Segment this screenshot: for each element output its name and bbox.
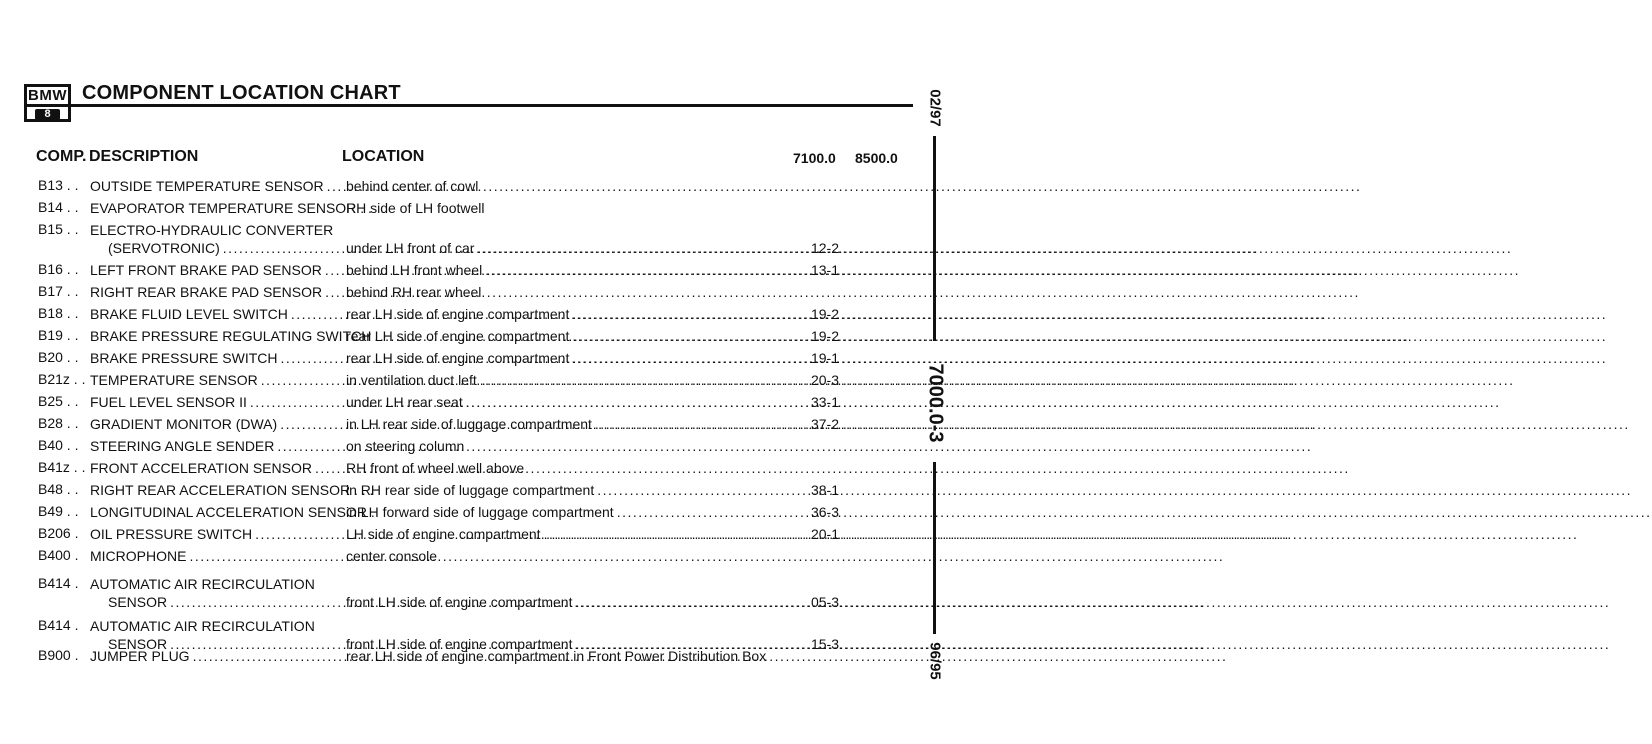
dot-leader [541,525,1579,543]
location-text: front LH side of engine compartment [346,636,573,652]
description-text: BRAKE FLUID LEVEL SWITCH [90,306,288,322]
description-text: ELECTRO-HYDRAULIC CONVERTER [90,222,334,238]
column-header-8500: 8500.0 [855,150,898,166]
description-text: TEMPERATURE SENSOR [90,372,258,388]
diagram-reference: 19-2 [810,306,840,322]
location-text: in LH forward side of luggage compartment [346,504,614,520]
column-header-location: LOCATION [342,148,425,165]
component-description [90,393,334,411]
component-description [90,371,334,389]
location-cell [346,503,792,521]
location-text: in RH rear side of luggage compartment [346,482,595,498]
column-header-description: DESCRIPTION [89,148,199,165]
component-code: B25 . . [38,393,79,409]
logo-series: 8 [35,109,60,120]
location-text: behind RH rear wheel [346,284,482,300]
component-description [90,547,334,565]
component-code: B16 . . [38,261,79,277]
location-text: under LH front of car [346,240,475,256]
component-code: B206 . [38,525,79,541]
location-cell [346,239,792,257]
logo-brand: BMW [28,87,67,104]
dot-leader [477,371,1515,389]
location-cell [346,437,792,455]
location-text: rear LH side of engine compartment [346,350,570,366]
description-text: LONGITUDINAL ACCELERATION SENSOR . [90,504,375,520]
diagram-reference: 19-1 [810,350,840,366]
dot-leader [569,305,1607,323]
dot-leader [482,261,1520,279]
dot-leader [572,593,1610,611]
location-text: behind LH front wheel [346,262,483,278]
location-text: RH front of wheel well above [346,460,525,476]
date-top: 02/97 [926,89,944,127]
diagram-reference: 20-3 [810,372,840,388]
component-description [90,481,374,499]
component-description [90,177,334,195]
component-code: B40 . . [38,437,79,453]
component-code: B900 . [38,647,79,663]
location-text: rear LH side of engine compartment [346,306,570,322]
component-code: B19 . . [38,327,79,343]
component-description [90,437,334,455]
dot-leader [474,239,1512,257]
component-description [90,503,375,521]
component-description [90,459,334,477]
component-code: B414 . [38,575,79,591]
component-description [90,415,334,433]
description-text: RIGHT REAR BRAKE PAD SENSOR [90,284,323,300]
dot-leader [594,481,1632,499]
component-code: B15 . . [38,221,79,237]
component-code: B13 . . [38,177,79,193]
component-code: B400 . [38,547,79,563]
location-cell [346,481,792,499]
location-cell [346,459,792,477]
title-rule [71,104,913,107]
description-text: JUMPER PLUG [90,648,190,664]
location-cell [346,261,792,279]
description-text: GRADIENT MONITOR (DWA) [90,416,278,432]
dot-leader [569,349,1607,367]
column-header-7100: 7100.0 [793,150,836,166]
description-text: STEERING ANGLE SENDER [90,438,275,454]
location-cell [346,327,792,345]
margin-line-bottom [933,462,936,634]
component-description [90,305,334,323]
diagram-reference: 13-1 [810,262,840,278]
dot-leader [569,327,1607,345]
location-cell [346,371,792,389]
location-cell [346,547,792,565]
component-description [90,221,334,257]
component-description [90,199,372,217]
description-text: OIL PRESSURE SWITCH [90,526,253,542]
location-text: RH side of LH footwell [346,200,485,216]
location-text: front LH side of engine compartment [346,594,573,610]
component-code: B41z . . [38,459,86,475]
description-text: SENSOR [108,594,168,610]
component-code: B21z . . [38,371,86,387]
component-description [90,575,334,611]
location-text: rear LH side of engine compartment [346,328,570,344]
component-code: B18 . . [38,305,79,321]
description-text: AUTOMATIC AIR RECIRCULATION [90,576,315,592]
dot-leader [614,503,1652,521]
description-text: FRONT ACCELERATION SENSOR [90,460,312,476]
location-text: on steering column [346,438,465,454]
diagram-reference: 33-1 [810,394,840,410]
bmw-8-logo [24,84,71,122]
location-cell [346,177,792,195]
location-text: in LH rear side of luggage compartment [346,416,592,432]
dot-leader [592,415,1630,433]
location-cell [346,525,792,543]
component-code: B14 . . [38,199,79,215]
description-text: RIGHT REAR ACCELERATION SENSOR . . . [90,482,374,498]
column-header-comp: COMP. [36,148,87,165]
description-text: BRAKE PRESSURE REGULATING SWITCH [90,328,372,344]
location-cell [346,283,792,301]
location-cell [346,349,792,367]
location-cell [346,393,792,411]
description-text: SENSOR [108,636,168,652]
component-description [90,349,334,367]
description-text: MICROPHONE [90,548,187,564]
location-text: LH side of engine compartment [346,526,541,542]
location-text: behind center of cowl [346,178,479,194]
component-description [90,327,372,345]
page-number: 7000.0-3 [924,363,947,443]
location-cell [346,415,792,433]
location-cell [346,593,792,611]
component-description [90,647,334,665]
diagram-reference: 37-2 [810,416,840,432]
component-description [90,525,334,543]
margin-line-top [933,136,936,341]
location-text: center console [346,548,438,564]
component-description [90,283,334,301]
date-bottom: 96/95 [926,642,944,680]
component-code: B28 . . [38,415,79,431]
diagram-reference: 05-3 [810,594,840,610]
diagram-reference: 20-1 [810,526,840,542]
description-text: FUEL LEVEL SENSOR II [90,394,247,410]
description-text: LEFT FRONT BRAKE PAD SENSOR [90,262,322,278]
location-cell [346,199,792,217]
description-text: AUTOMATIC AIR RECIRCULATION [90,618,315,634]
location-text: under LH rear seat [346,394,463,410]
diagram-reference: 36-3 [810,504,840,520]
component-code: B20 . . [38,349,79,365]
description-text: BRAKE PRESSURE SWITCH [90,350,278,366]
dot-leader [463,393,1501,411]
component-code: B414 . [38,617,79,633]
location-text: in ventilation duct left [346,372,477,388]
description-text: EVAPORATOR TEMPERATURE SENSOR . . [90,200,372,216]
description-text: OUTSIDE TEMPERATURE SENSOR [90,178,324,194]
logo-divider [27,104,68,107]
component-code: B48 . . [38,481,79,497]
location-text: rear LH side of engine compartment in Front Power Distribution Box [346,648,767,664]
component-code: B17 . . [38,283,79,299]
description-text: (SERVOTRONIC) [108,240,220,256]
component-description [90,261,334,279]
component-code: B49 . . [38,503,79,519]
diagram-reference: 38-1 [810,482,840,498]
location-cell [346,647,792,665]
page-title: COMPONENT LOCATION CHART [82,82,401,104]
location-cell [346,305,792,323]
diagram-reference: 12-2 [810,240,840,256]
diagram-reference: 19-2 [810,328,840,344]
diagram-reference: 15-3 [810,636,840,652]
